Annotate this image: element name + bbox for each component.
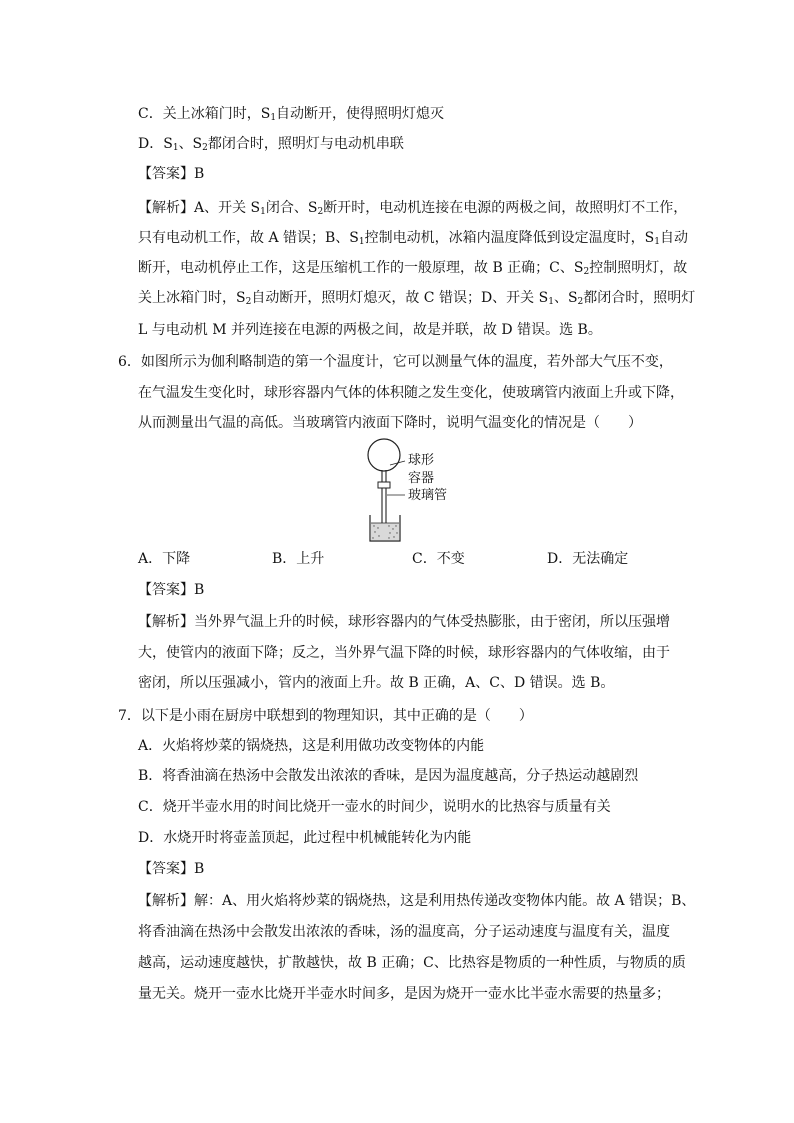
- text: 越高，运动速度越快，扩散越快，故 B 正确；C、比热容是物质的一种性质，与物质的质: [138, 955, 686, 971]
- explanation-tag: 【解析】: [138, 200, 194, 216]
- q6-stem-line-3: [138, 413, 642, 433]
- text: 大，使管内的液面下降；反之，当外界气温下降的时候，球形容器内的气体收缩，由于: [138, 645, 670, 661]
- answer-tag: 【答案】: [138, 861, 194, 877]
- q7-explanation-line-1: [138, 891, 695, 911]
- subscript: 2: [577, 297, 584, 307]
- answer-value: B: [194, 861, 205, 877]
- text: 都闭合时，照明灯: [583, 290, 696, 306]
- text: A．火焰将炒菜的锅烧热，这是利用做功改变物体的内能: [138, 738, 485, 754]
- answer-tag: 【答案】: [138, 166, 194, 182]
- answer-value: B: [194, 166, 205, 182]
- text: 只有电动机工作，故 A 错误；B、S: [138, 230, 359, 246]
- subscript: 1: [260, 207, 266, 217]
- text: 密闭，所以压强减小，管内的液面上升。故 B 正确，A、C、D 错误。选 B。: [138, 675, 615, 691]
- subscript: 1: [654, 237, 660, 247]
- text: 解：A、用火焰将炒菜的锅烧热，这是利用热传递改变物体内能。故 A 错误；B、: [194, 893, 696, 909]
- q7-option-d: [138, 828, 471, 848]
- answer-tag: 【答案】: [138, 582, 194, 598]
- text: 将香油滴在热汤中会散发出浓浓的香味，汤的温度高，分子运动速度与温度有关，温度: [138, 924, 670, 940]
- q6-option-b: B．上升: [272, 551, 325, 567]
- explanation-tag: 【解析】: [138, 893, 194, 909]
- text: 控制照明灯，故: [589, 260, 688, 276]
- bulb-shape: [368, 439, 400, 471]
- text: 自动: [659, 230, 688, 246]
- subscript: 1: [548, 297, 554, 307]
- subscript: 2: [583, 267, 590, 277]
- q7-stem: [118, 706, 533, 726]
- text: 从而测量出气温的高低。当玻璃管内液面下降时，说明气温变化的情况是（ ）: [138, 415, 642, 431]
- subscript: 2: [245, 297, 252, 307]
- q5-explanation-line-5: [138, 320, 602, 340]
- fig-label-tube: 玻璃管: [408, 488, 448, 503]
- q6-explanation-line-2: [138, 643, 670, 663]
- q6-option-d: D．无法确定: [547, 551, 629, 567]
- fig-label-bulb-1: 球形: [408, 453, 435, 468]
- text: 自动断开，照明灯熄灭，故 C 错误；D、开关 S: [251, 290, 549, 306]
- q5-explanation-line-1: [138, 198, 687, 218]
- text: L 与电动机 M 并列连接在电源的两极之间，故是并联，故 D 错误。选 B。: [138, 322, 602, 338]
- q6-stem-line-2: [138, 383, 684, 403]
- text: D．水烧开时将壶盖顶起，此过程中机械能转化为内能: [138, 830, 472, 846]
- text: 、S: [553, 290, 578, 306]
- galileo-thermometer-figure: [360, 437, 470, 547]
- q5-option-d-sep: 、S: [178, 136, 203, 152]
- q5-option-c-tail: 自动断开，使得照明灯熄灭: [276, 106, 445, 122]
- q5-explanation-line-4: [138, 288, 695, 308]
- q6-answer: [138, 580, 204, 600]
- subscript: 1: [270, 113, 277, 123]
- text: 量无关。烧开一壶水比烧开半壶水时间多，是因为烧开一壶水比半壶水需要的热量多；: [138, 986, 670, 1002]
- answer-value: B: [194, 582, 205, 598]
- q5-explanation-line-3: [138, 258, 687, 278]
- text: 闭合、S: [265, 200, 318, 216]
- q7-explanation-line-4: [138, 984, 670, 1004]
- tube-marker: [378, 482, 390, 488]
- q5-option-d-text: D．S: [138, 136, 173, 152]
- q5-option-c: [138, 104, 444, 124]
- text: 断开时，电动机连接在电源的两极之间，故照明灯不工作，: [323, 200, 688, 216]
- text: 7．以下是小雨在厨房中联想到的物理知识，其中正确的是（ ）: [118, 708, 533, 724]
- text: 控制电动机，冰箱内温度降低到设定温度时，S: [364, 230, 655, 246]
- q6-option-c: C．不变: [412, 551, 465, 567]
- subscript: 2: [317, 207, 324, 217]
- q7-option-b: [138, 766, 638, 786]
- text: C．烧开半壶水用的时间比烧开一壶水的时间少，说明水的比热容与质量有关: [138, 799, 611, 815]
- q7-explanation-line-3: [138, 953, 686, 973]
- q7-explanation-line-2: [138, 922, 670, 942]
- explanation-tag: 【解析】: [138, 614, 194, 630]
- q5-option-d: [138, 134, 404, 154]
- q5-answer: [138, 164, 204, 184]
- text: 当外界气温上升的时候，球形容器内的气体受热膨胀，由于密闭，所以压强增: [194, 614, 670, 630]
- q6-stem-line-1: [118, 352, 673, 372]
- q6-explanation-line-3: [138, 673, 614, 693]
- fig-label-bulb-2: 容器: [408, 471, 435, 486]
- text: 断开，电动机停止工作，这是压缩机工作的一般原理，故 B 正确；C、S: [138, 260, 584, 276]
- text: 关上冰箱门时，S: [138, 290, 246, 306]
- text: A、开关 S: [194, 200, 261, 216]
- subscript: 1: [358, 237, 365, 247]
- q7-answer: [138, 859, 204, 879]
- q6-explanation-line-1: [138, 612, 670, 632]
- q5-option-d-tail: 都闭合时，照明灯与电动机串联: [207, 136, 404, 152]
- q7-option-c: [138, 797, 611, 817]
- subscript: 1: [172, 143, 179, 153]
- subscript: 2: [202, 143, 208, 153]
- q7-option-a: [138, 736, 484, 756]
- text: B．将香油滴在热汤中会散发出浓浓的香味，是因为温度越高，分子热运动越剧烈: [138, 768, 639, 784]
- q5-option-c-text: C．关上冰箱门时，S: [138, 106, 271, 122]
- text: 6．如图所示为伽利略制造的第一个温度计，它可以测量气体的温度，若外部大气压不变，: [118, 354, 673, 370]
- q6-option-a: A．下降: [138, 551, 191, 567]
- q5-explanation-line-2: [138, 228, 688, 248]
- text: 在气温发生变化时，球形容器内气体的体积随之发生变化，使玻璃管内液面上升或下降，: [138, 385, 684, 401]
